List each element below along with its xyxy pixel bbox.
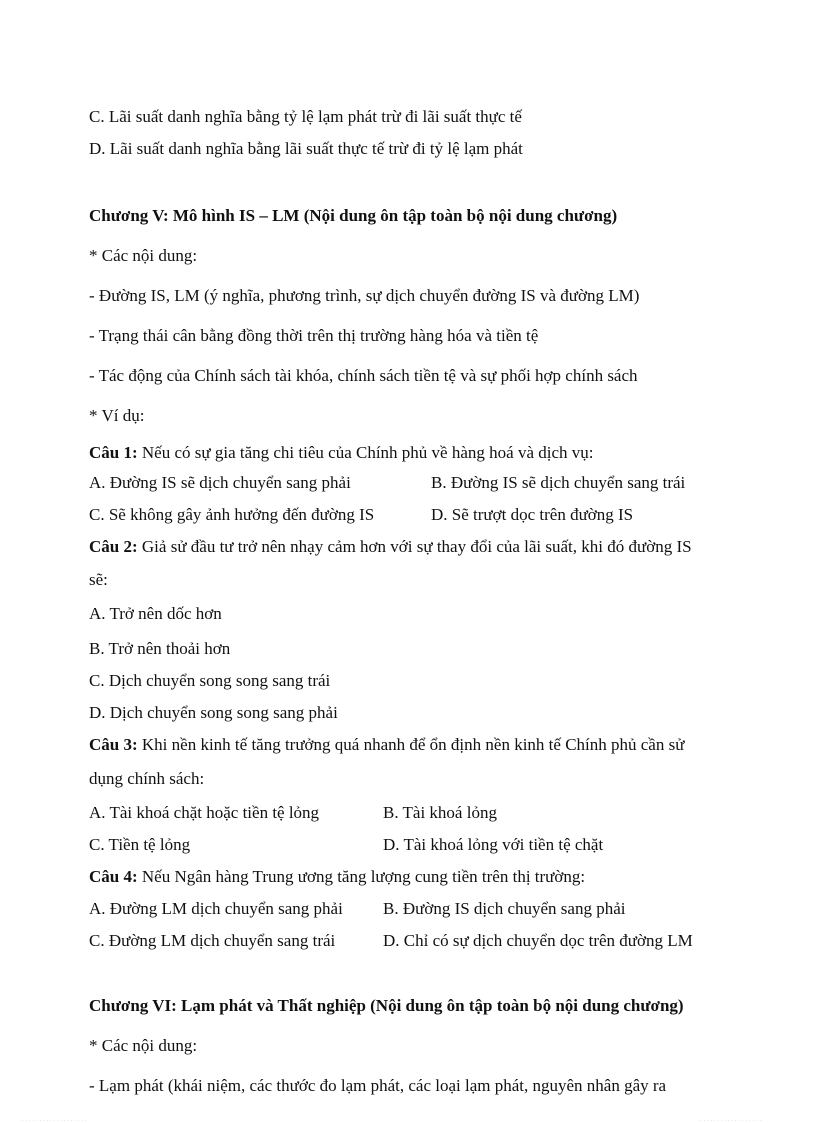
question-1 xyxy=(89,442,593,464)
q2-option-a: A. Trở nên dốc hơn xyxy=(89,604,222,623)
chapter5-item-2: - Trạng thái cân bằng đồng thời trên thị trường hàng hóa và tiền tệ xyxy=(89,326,539,345)
question-1-text: Nếu có sự gia tăng chi tiêu của Chính phủ về hàng hoá và dịch vụ: xyxy=(137,443,594,462)
question-4-text: Nếu Ngân hàng Trung ương tăng lượng cung tiền trên thị trường: xyxy=(137,867,586,886)
q1-option-d: D. Sẽ trượt dọc trên đường IS xyxy=(431,505,634,524)
question-2 xyxy=(89,536,692,558)
prev-option-c: C. Lãi suất danh nghĩa bằng tỷ lệ lạm phát trừ đi lãi suất thực tế xyxy=(89,107,522,126)
question-1-label: Câu 1: xyxy=(89,443,138,462)
chapter5-heading: Chương V: Mô hình IS – LM (Nội dung ôn tập toàn bộ nội dung chương) xyxy=(89,206,618,225)
question-4-label: Câu 4: xyxy=(89,867,138,886)
q4-option-a: A. Đường LM dịch chuyển sang phải xyxy=(89,899,343,918)
question-3-label: Câu 3: xyxy=(89,735,138,754)
q2-option-b: B. Trở nên thoải hơn xyxy=(89,639,231,658)
prev-option-d: D. Lãi suất danh nghĩa bằng lãi suất thực tế trừ đi tỷ lệ lạm phát xyxy=(89,139,523,158)
q1-option-b: B. Đường IS sẽ dịch chuyển sang trái xyxy=(431,473,686,492)
question-3-text-cont: dụng chính sách: xyxy=(89,769,205,788)
q4-option-d: D. Chỉ có sự dịch chuyển dọc trên đường LM xyxy=(383,931,693,950)
chapter5-item-3: - Tác động của Chính sách tài khóa, chính sách tiền tệ và sự phối hợp chính sách xyxy=(89,366,638,385)
q1-option-c: C. Sẽ không gây ảnh hưởng đến đường IS xyxy=(89,505,375,524)
question-2-label: Câu 2: xyxy=(89,537,138,556)
q1-option-a: A. Đường IS sẽ dịch chuyển sang phải xyxy=(89,473,351,492)
q3-option-a: A. Tài khoá chặt hoặc tiền tệ lỏng xyxy=(89,803,320,822)
question-3 xyxy=(89,734,684,756)
chapter5-example-label: * Ví dụ: xyxy=(89,406,145,425)
chapter6-item-1: - Lạm phát (khái niệm, các thước đo lạm phát, các loại lạm phát, nguyên nhân gây ra xyxy=(89,1076,667,1095)
footer-right: .................. xyxy=(700,1117,763,1123)
q3-option-d: D. Tài khoá lỏng với tiền tệ chặt xyxy=(383,835,604,854)
question-2-text: Giả sử đầu tư trở nên nhạy cảm hơn với sự thay đổi của lãi suất, khi đó đường IS xyxy=(137,537,692,556)
q3-option-b: B. Tài khoá lỏng xyxy=(383,803,497,822)
q4-option-b: B. Đường IS dịch chuyển sang phải xyxy=(383,899,626,918)
question-2-text-cont: sẽ: xyxy=(89,570,108,589)
question-3-text: Khi nền kinh tế tăng trưởng quá nhanh để ổn định nền kinh tế Chính phủ cần sử xyxy=(137,735,685,754)
chapter5-item-1: - Đường IS, LM (ý nghĩa, phương trình, sự dịch chuyển đường IS và đường LM) xyxy=(89,286,640,305)
q2-option-d: D. Dịch chuyển song song sang phải xyxy=(89,703,338,722)
footer-left: ................... xyxy=(22,1117,89,1123)
q2-option-c: C. Dịch chuyển song song sang trái xyxy=(89,671,331,690)
question-4 xyxy=(89,866,585,888)
chapter6-heading: Chương VI: Lạm phát và Thất nghiệp (Nội dung ôn tập toàn bộ nội dung chương) xyxy=(89,996,684,1015)
chapter5-contents-label: * Các nội dung: xyxy=(89,246,198,265)
q4-option-c: C. Đường LM dịch chuyển sang trái xyxy=(89,931,336,950)
q3-option-c: C. Tiền tệ lỏng xyxy=(89,835,191,854)
chapter6-contents-label: * Các nội dung: xyxy=(89,1036,198,1055)
